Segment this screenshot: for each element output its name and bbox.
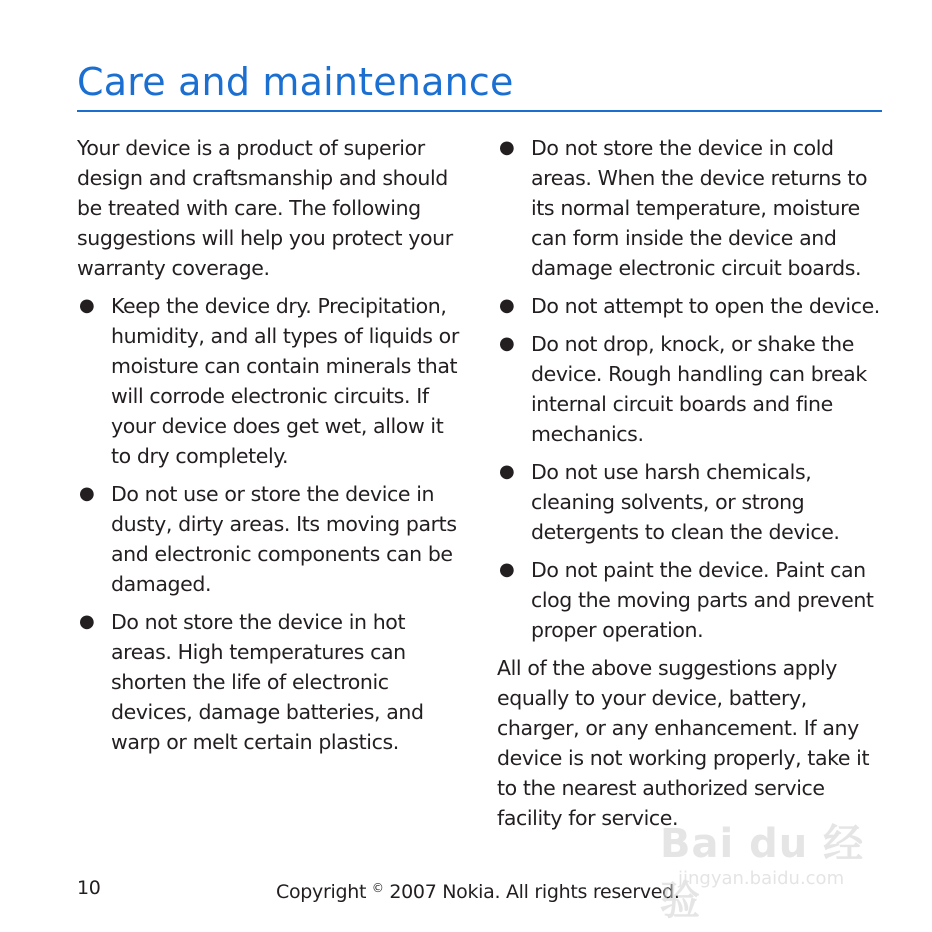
- bullet-icon: ●: [499, 333, 515, 354]
- left-column: [77, 133, 469, 765]
- right-column: [497, 133, 889, 841]
- list-item: ● Do not use harsh chemicals, cleaning solvents, or strong detergents to clean the device.: [497, 457, 889, 547]
- intro-paragraph: Your device is a product of superior design and craftsmanship and should be treated with care. The following suggestions will help you protect your warranty coverage.: [77, 136, 453, 280]
- left-bullet-list: [77, 291, 469, 757]
- bullet-icon: ●: [79, 483, 95, 504]
- bullet-icon: ●: [79, 295, 95, 316]
- closing-paragraph: All of the above suggestions apply equally to your device, battery, charger, or any enhancement. If any device is not working properly, take it to the nearest authorized service facility for service.: [497, 656, 870, 830]
- watermark-url: jingyan.baidu.com: [678, 868, 845, 889]
- list-item: ● Do not store the device in hot areas. High temperatures can shorten the life of electronic devices, damage batteries, and warp or melt certain plastics.: [77, 607, 469, 757]
- bullet-icon: ●: [499, 559, 515, 580]
- bullet-icon: ●: [499, 295, 515, 316]
- bullet-icon: ●: [499, 461, 515, 482]
- list-item: ● Keep the device dry. Precipitation, humidity, and all types of liquids or moisture can contain minerals that will corrode electronic circuits. If your device does get wet, allow it to dry completely.: [77, 291, 469, 471]
- title-divider: [77, 110, 882, 112]
- copyright-notice: Copyright © 2007 Nokia. All rights reserved.: [276, 881, 680, 903]
- list-item: ● Do not store the device in cold areas. When the device returns to its normal temperature, moisture can form inside the device and damage electronic circuit boards.: [497, 133, 889, 283]
- list-item: ● Do not use or store the device in dusty, dirty areas. Its moving parts and electronic components can be damaged.: [77, 479, 469, 599]
- page-title: Care and maintenance: [77, 60, 514, 104]
- right-bullet-list: [497, 133, 889, 645]
- baidu-logo: Bai du 经验: [660, 821, 865, 924]
- bullet-icon: ●: [499, 137, 515, 158]
- bullet-icon: ●: [79, 611, 95, 632]
- list-item: ● Do not attempt to open the device.: [497, 291, 889, 321]
- list-item: ● Do not paint the device. Paint can clog the moving parts and prevent proper operation.: [497, 555, 889, 645]
- list-item: ● Do not drop, knock, or shake the device. Rough handling can break internal circuit boards and fine mechanics.: [497, 329, 889, 449]
- baidu-watermark: [660, 812, 880, 924]
- page-number: 10: [77, 877, 101, 899]
